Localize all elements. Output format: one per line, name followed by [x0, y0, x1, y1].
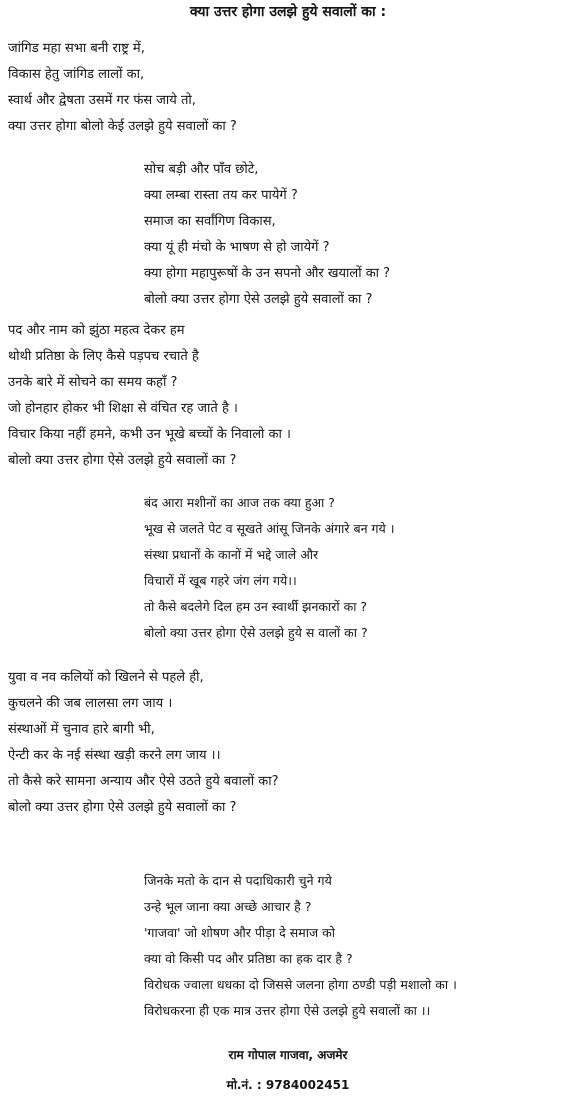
poem-line: बोलो क्या उत्तर होगा ऐसे उलझे हुये स वालों का ? — [144, 625, 368, 640]
poem-line: क्या उत्तर होगा बोलो केई उलझे हुये सवालों का ? — [8, 119, 237, 134]
poem-line: 'गाजवा' जो शोषण और पीड़ा दे समाज को — [144, 925, 336, 940]
poem-line: युवा व नव कलियों को खिलने से पहले ही, — [8, 670, 204, 685]
poem-line: विरोधकरना ही एक मात्र उत्तर होगा ऐसे उलझे हुये सवालों का ।। — [144, 1003, 431, 1018]
stanza-1 — [8, 36, 568, 140]
poem-line: कुचलने की जब लालसा लग जाय । — [8, 696, 173, 711]
poem-line: जांगिड महा सभा बनी राष्ट्र में, — [8, 41, 145, 56]
poem-line: क्या यूं ही मंचो के भाषण से हो जायेगें ? — [144, 240, 330, 255]
poem-line: विचारों में खूब गहरे जंग लंग गये।। — [144, 573, 297, 588]
poem-line: उन्हे भूल जाना क्या अच्छे आचार है ? — [144, 899, 312, 914]
stanza-4 — [144, 490, 564, 646]
poem-line: बोलो क्या उत्तर होगा ऐसे उलझे हुये सवालों का ? — [8, 800, 237, 815]
poem-line: बोलो क्या उत्तर होगा ऐसे उलझे हुये सवालों का ? — [8, 453, 237, 468]
poem-line: तो कैसे बदलेगे दिल हम उन स्वार्थी झनकारों का ? — [144, 599, 368, 614]
poem-line: विरोधक ज्वाला धधका दो जिससे जलना होगा ठण्डी पड़ी मशालो का । — [144, 977, 457, 992]
poem-line: उनके बारे में सोचने का समय कहाँ ? — [8, 375, 178, 390]
author-signature: राम गोपाल गाजवा, अजमेर — [228, 1048, 348, 1062]
stanza-3 — [8, 318, 568, 474]
poem-line: विचार किया नहीं हमने, कभी उन भूखे बच्चों के निवालो का । — [8, 427, 291, 442]
poem-line: समाज का सर्वांगिण विकास, — [144, 214, 276, 229]
poem-line: बोलो क्या उत्तर होगा ऐसे उलझे हुये सवालों का ? — [144, 292, 373, 307]
poem-line: थोथी प्रतिष्ठा के लिए कैसे पड़पच रचाते है — [8, 349, 199, 364]
poem-line: विकास हेतु जांगिड लालों का, — [8, 67, 145, 82]
stanza-5 — [8, 665, 568, 821]
poem-line: पद और नाम को झुंठा महत्व देकर हम — [8, 323, 185, 338]
poem-line: स्वार्थ और द्वेषता उसमें गर फंस जाये तो, — [8, 93, 196, 108]
author-phone: मो.नं. : 9784002451 — [226, 1078, 350, 1092]
poem-line: क्या लम्बा रास्ता तय कर पायेगें ? — [144, 188, 298, 203]
poem-line: भूख से जलते पेट व सूखते आंसू जिनके अंगारे बन गये । — [144, 521, 395, 536]
poem-line: सोच बड़ी और पाँव छोटे, — [144, 162, 259, 177]
stanza-2 — [144, 157, 564, 313]
poem-line: जो होनहार होकर भी शिक्षा से वंचित रह जाते है । — [8, 401, 238, 416]
poem-line: क्या वो किसी पद और प्रतिष्ठा का हक दार है ? — [144, 951, 353, 966]
poem-line: संस्था प्रधानों के कानों में भद्दे जाले और — [144, 547, 319, 562]
poem-line: जिनके मतो के दान से पदाधिकारी चुने गये — [144, 873, 332, 888]
poem-line: संस्थाओं में चुनाव हारे बागी भी, — [8, 722, 155, 737]
poem-line: बंद आरा मशीनों का आज तक क्या हुआ ? — [144, 495, 335, 510]
poem-line: तो कैसे करे सामना अन्याय और ऐसे उठते हुये बवालों का? — [8, 774, 279, 789]
poem-line: क्या होगा महापुरूषों के उन सपनो और खयालों का ? — [144, 266, 391, 281]
poem-title: क्या उत्तर होगा उलझे हुये सवालों का : — [189, 4, 387, 20]
poem-line: ऐन्टी कर के नई संस्था खड़ी करने लग जाय ।। — [8, 748, 221, 763]
stanza-6 — [144, 868, 572, 1024]
